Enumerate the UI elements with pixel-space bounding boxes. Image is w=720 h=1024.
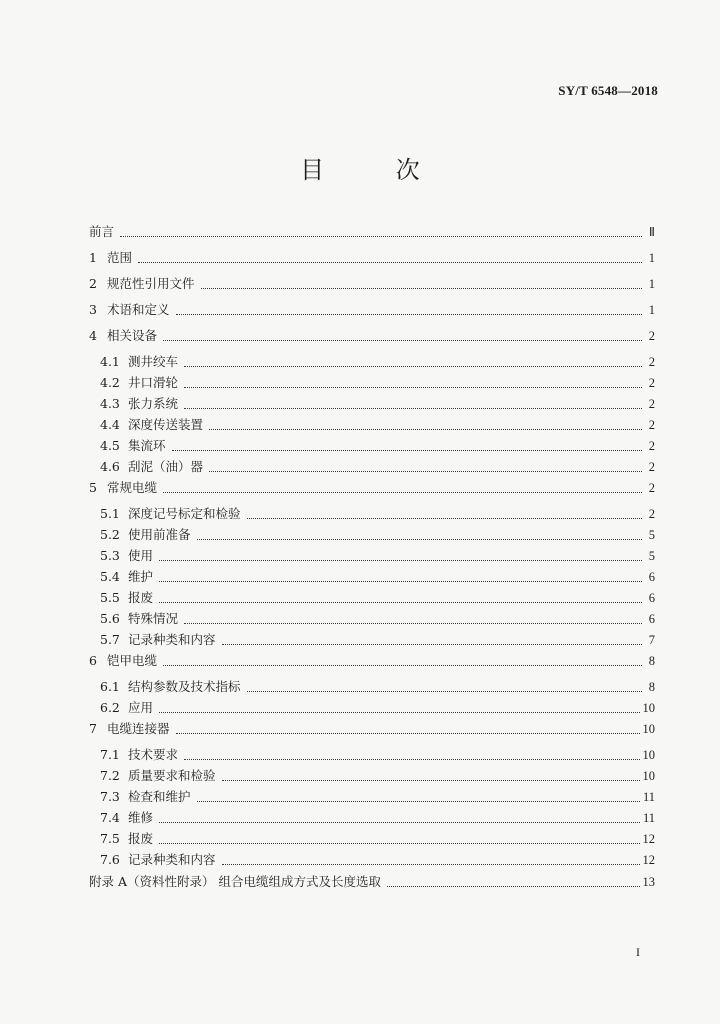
toc-entry-page: 1 — [648, 277, 655, 291]
toc-entry-label: 报废 — [128, 590, 154, 605]
dot-leader — [247, 690, 642, 692]
dot-leader — [209, 470, 642, 472]
toc-entry-label: 技术要求 — [128, 747, 179, 762]
toc-entry-number: 4.3 — [100, 396, 120, 411]
toc-entry[interactable] — [100, 630, 655, 648]
dot-leader — [184, 622, 642, 624]
toc-entry-number: 5.6 — [100, 611, 120, 626]
toc-entry[interactable] — [89, 719, 655, 737]
dot-leader — [163, 664, 642, 666]
toc-entry-number: 6.1 — [100, 679, 120, 694]
toc-entry-page: 10 — [642, 748, 655, 762]
toc-entry-label: 测井绞车 — [128, 354, 179, 369]
toc-entry-number: 4.6 — [100, 459, 120, 474]
toc-entry[interactable] — [89, 478, 655, 496]
dot-leader — [247, 517, 642, 519]
toc-entry-number: 5.5 — [100, 590, 120, 605]
toc-entry[interactable] — [89, 300, 655, 318]
toc-entry-label: 术语和定义 — [107, 302, 170, 317]
toc-entry-number: 6 — [89, 653, 97, 668]
toc-entry-number: 1 — [89, 250, 97, 265]
toc-entry-page: 5 — [648, 528, 655, 542]
toc-entry-label: 范围 — [107, 250, 133, 265]
toc-entry[interactable] — [89, 274, 655, 292]
toc-entry[interactable] — [100, 677, 655, 695]
toc-entry-number: 5.7 — [100, 632, 120, 647]
toc-entry-page: 11 — [642, 790, 655, 804]
toc-entry-label: 记录种类和内容 — [128, 632, 216, 647]
toc-entry[interactable] — [100, 808, 655, 826]
toc-entry[interactable] — [89, 651, 655, 669]
toc-entry-label: 常规电缆 — [107, 480, 158, 495]
toc-entry[interactable] — [100, 698, 655, 716]
toc-entry-page: 13 — [642, 875, 655, 889]
toc-entry-number: 7 — [89, 721, 97, 736]
dot-leader — [159, 559, 642, 561]
toc-entry[interactable] — [100, 504, 655, 522]
toc-entry[interactable] — [100, 415, 655, 433]
toc-entry-label: 维修 — [128, 810, 154, 825]
toc-entry[interactable] — [100, 457, 655, 475]
toc-entry-page: 5 — [648, 549, 655, 563]
toc-entry-number: 4.2 — [100, 375, 120, 390]
toc-entry-label: 张力系统 — [128, 396, 179, 411]
toc-entry-label: 维护 — [128, 569, 154, 584]
toc-entry-number: 7.4 — [100, 810, 120, 825]
dot-leader — [176, 313, 642, 315]
toc-entry-number: 7.3 — [100, 789, 120, 804]
toc-entry-number: 2 — [89, 276, 97, 291]
toc-entry-label: 深度记号标定和检验 — [128, 506, 241, 521]
toc-entry[interactable] — [100, 745, 655, 763]
toc-entry[interactable] — [89, 222, 655, 240]
toc-entry-page: 6 — [648, 570, 655, 584]
toc-entry-label: 附录 A（资料性附录） 组合电缆组成方式及长度选取 — [89, 874, 381, 889]
dot-leader — [159, 821, 640, 823]
toc-entry-page: 12 — [642, 853, 655, 867]
toc-entry-page: 2 — [648, 418, 655, 432]
dot-leader — [184, 365, 642, 367]
toc-entry-number: 5.1 — [100, 506, 120, 521]
dot-leader — [172, 449, 642, 451]
toc-entry-page: 10 — [642, 722, 655, 736]
toc-entry-number: 6.2 — [100, 700, 120, 715]
toc-entry-page: 10 — [642, 701, 655, 715]
toc-entry-page: 11 — [642, 811, 655, 825]
dot-leader — [197, 800, 640, 802]
toc-entry-page: 2 — [648, 439, 655, 453]
toc-entry-label: 使用前准备 — [128, 527, 191, 542]
dot-leader — [159, 601, 642, 603]
toc-entry-number: 4.5 — [100, 438, 120, 453]
dot-leader — [184, 386, 642, 388]
toc-entry[interactable] — [89, 326, 655, 344]
toc-entry-label: 结构参数及技术指标 — [128, 679, 241, 694]
toc-entry-number: 5.4 — [100, 569, 120, 584]
toc-entry-number: 3 — [89, 302, 97, 317]
toc-entry[interactable] — [100, 609, 655, 627]
toc-entry-label: 报废 — [128, 831, 154, 846]
toc-entry-page: 2 — [648, 397, 655, 411]
toc-entry-label: 使用 — [128, 548, 154, 563]
toc-entry[interactable] — [100, 567, 655, 585]
toc-entry[interactable] — [100, 546, 655, 564]
dot-leader — [159, 711, 639, 713]
toc-entry-label: 刮泥（油）器 — [128, 459, 204, 474]
toc-entry-page: 2 — [648, 329, 655, 343]
toc-entry-page: 6 — [648, 612, 655, 626]
dot-leader — [138, 261, 642, 263]
toc-entry-page: 7 — [648, 633, 655, 647]
toc-entry-page: 1 — [648, 303, 655, 317]
toc-entry-number: 4 — [89, 328, 97, 343]
toc-entry-label: 检查和维护 — [128, 789, 191, 804]
toc-entry[interactable] — [89, 872, 655, 890]
dot-leader — [197, 538, 642, 540]
toc-entry-page: 6 — [648, 591, 655, 605]
toc-entry[interactable] — [100, 436, 655, 454]
toc-entry-page: 8 — [648, 654, 655, 668]
toc-entry-page: 2 — [648, 507, 655, 521]
toc-entry[interactable] — [100, 352, 655, 370]
toc-entry-label: 特殊情况 — [128, 611, 179, 626]
toc-entry-number: 7.2 — [100, 768, 120, 783]
dot-leader — [176, 732, 640, 734]
dot-leader — [184, 758, 639, 760]
toc-entry[interactable] — [100, 588, 655, 606]
toc-entry-page: 2 — [648, 460, 655, 474]
toc-entry-number: 5.2 — [100, 527, 120, 542]
dot-leader — [120, 235, 642, 237]
toc-entry-number: 7.6 — [100, 852, 120, 867]
dot-leader — [159, 842, 639, 844]
toc-entry-number: 5.3 — [100, 548, 120, 563]
toc-entry-page: 12 — [642, 832, 655, 846]
toc-entry-page: 2 — [648, 481, 655, 495]
dot-leader — [159, 580, 642, 582]
toc-entry-label: 应用 — [128, 700, 154, 715]
toc-entry-number: 7.5 — [100, 831, 120, 846]
toc-entry-page: 2 — [648, 376, 655, 390]
dot-leader — [387, 885, 640, 887]
dot-leader — [201, 287, 642, 289]
toc-entry-label: 记录种类和内容 — [128, 852, 216, 867]
dot-leader — [222, 643, 642, 645]
toc-entry-number: 4.1 — [100, 354, 120, 369]
toc-entry[interactable] — [100, 850, 655, 868]
toc-entry[interactable] — [100, 787, 655, 805]
toc-entry-number: 4.4 — [100, 417, 120, 432]
dot-leader — [163, 491, 642, 493]
toc-entry[interactable] — [89, 248, 655, 266]
toc-entry-label: 前言 — [89, 224, 115, 239]
toc-entry-label: 井口滑轮 — [128, 375, 179, 390]
toc-entry-label: 规范性引用文件 — [107, 276, 195, 291]
toc-entry-label: 电缆连接器 — [107, 721, 170, 736]
toc-entry-page: Ⅱ — [648, 225, 655, 239]
toc-entry-label: 质量要求和检验 — [128, 768, 216, 783]
toc-entry[interactable] — [100, 766, 655, 784]
toc-entry[interactable] — [100, 829, 655, 847]
toc-entry-page: 1 — [648, 251, 655, 265]
toc-entry[interactable] — [100, 394, 655, 412]
toc-entry-label: 相关设备 — [107, 328, 158, 343]
document-code: SY/T 6548—2018 — [558, 83, 658, 98]
toc-entry-number: 5 — [89, 480, 97, 495]
toc-entry[interactable] — [100, 525, 655, 543]
toc-entry[interactable] — [100, 373, 655, 391]
dot-leader — [163, 339, 642, 341]
toc-entry-label: 深度传送装置 — [128, 417, 204, 432]
toc-title: 目 次 — [300, 156, 452, 184]
dot-leader — [222, 863, 640, 865]
toc-entry-label: 铠甲电缆 — [107, 653, 158, 668]
toc-entry-page: 10 — [642, 769, 655, 783]
dot-leader — [209, 428, 642, 430]
toc-entry-label: 集流环 — [128, 438, 166, 453]
toc-entry-number: 7.1 — [100, 747, 120, 762]
toc-entry-page: 8 — [648, 680, 655, 694]
toc-entry-page: 2 — [648, 355, 655, 369]
page-number: I — [636, 945, 640, 959]
dot-leader — [222, 779, 640, 781]
dot-leader — [184, 407, 642, 409]
